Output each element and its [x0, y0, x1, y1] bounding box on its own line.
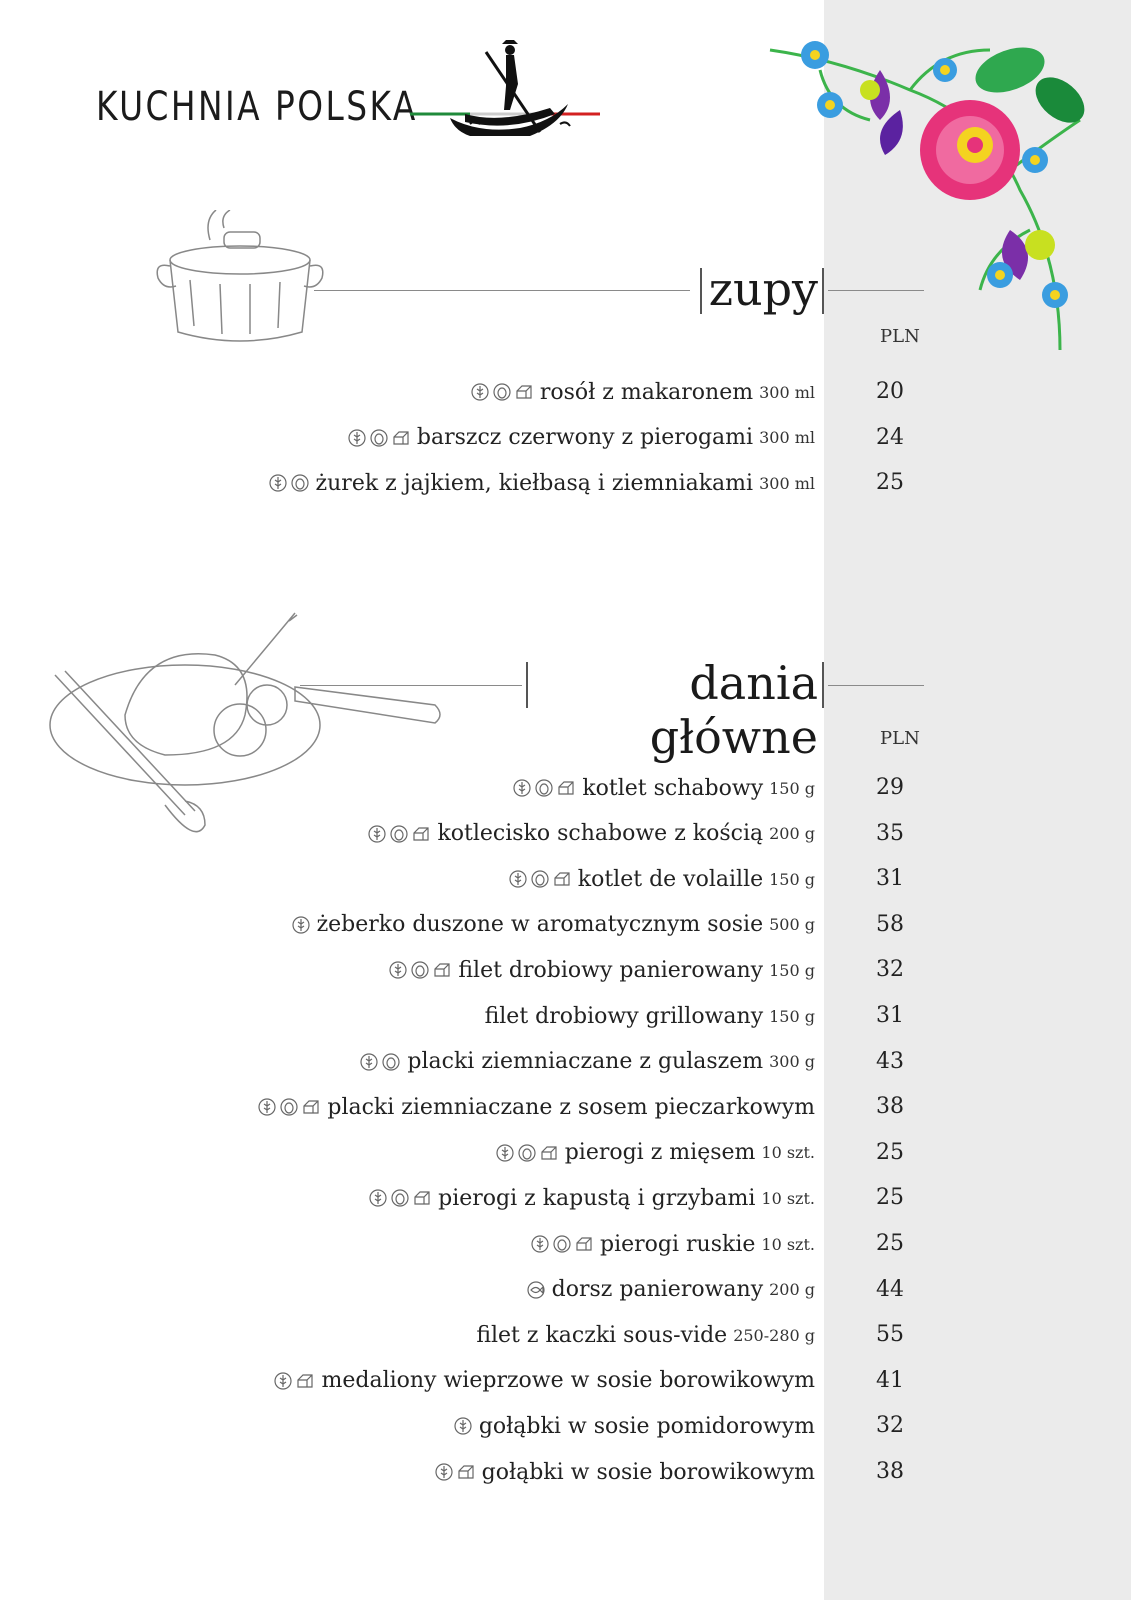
- gluten-icon: [359, 1052, 379, 1072]
- dish-price: 25: [876, 470, 904, 495]
- menu-item-row: [0, 374, 1131, 410]
- allergen-icons: [368, 1188, 432, 1208]
- gluten-icon: [257, 1097, 277, 1117]
- floral-ornament: [760, 30, 1100, 370]
- gluten-icon: [368, 1188, 388, 1208]
- gluten-icon: [470, 382, 490, 402]
- dish-price: 25: [876, 1231, 904, 1256]
- allergen-icons: [359, 1052, 401, 1072]
- allergen-icons: [268, 473, 310, 493]
- dish-portion: 10 szt.: [761, 1143, 815, 1163]
- dairy-icon: [574, 1234, 594, 1254]
- dish-portion: 500 g: [769, 915, 815, 935]
- dish-price: 41: [876, 1367, 904, 1393]
- dish-name: placki ziemniaczane z sosem pieczarkowym: [327, 1094, 815, 1120]
- dish-portion: 300 ml: [759, 428, 815, 447]
- egg-icon: [389, 824, 409, 844]
- gluten-icon: [453, 1416, 473, 1436]
- menu-item-row: [0, 1363, 1131, 1399]
- menu-item-row: [0, 1044, 1131, 1080]
- currency-label: PLN: [880, 728, 920, 749]
- gluten-icon: [388, 960, 408, 980]
- dish-price: 58: [876, 911, 904, 937]
- gluten-icon: [268, 473, 288, 493]
- dish-portion: 150 g: [769, 869, 815, 889]
- dish-portion: 300 ml: [759, 382, 815, 402]
- dish-price: 35: [876, 820, 904, 846]
- section-rule-left: [314, 290, 690, 291]
- menu-item-row: [0, 1135, 1131, 1171]
- dish-name: kotlet de volaille: [577, 866, 764, 892]
- dish-name: medaliony wieprzowe w sosie borowikowym: [321, 1368, 815, 1394]
- gluten-icon: [434, 1462, 454, 1482]
- egg-icon: [381, 1052, 401, 1072]
- dish-name: filet z kaczki sous-vide: [476, 1322, 728, 1348]
- gluten-icon: [530, 1234, 550, 1254]
- dish-portion: 150 g: [769, 960, 815, 980]
- allergen-icons: [388, 960, 452, 980]
- dish-price: 44: [876, 1276, 904, 1302]
- allergen-icons: [530, 1234, 594, 1254]
- dairy-icon: [411, 824, 431, 844]
- dish-name: gołąbki w sosie pomidorowym: [478, 1413, 815, 1439]
- dish-price: 25: [876, 1185, 904, 1211]
- egg-icon: [369, 428, 389, 448]
- dish-name: barszcz czerwony z pierogami: [416, 425, 754, 450]
- dish-portion: 300 ml: [759, 473, 815, 493]
- brand-title: KUCHNIA POLSKA: [96, 84, 418, 130]
- allergen-icons: [453, 1416, 473, 1436]
- dish-name: placki ziemniaczane z gulaszem: [407, 1049, 764, 1075]
- allergen-icons: [257, 1097, 321, 1117]
- egg-icon: [492, 382, 512, 402]
- gluten-icon: [367, 824, 387, 844]
- dish-price: 31: [876, 1003, 904, 1028]
- dish-name: filet drobiowy grillowany: [484, 1003, 764, 1029]
- currency-label: PLN: [880, 326, 920, 347]
- dish-name: dorsz panierowany: [551, 1277, 764, 1303]
- allergen-icons: [470, 382, 534, 402]
- section-bar: [822, 662, 824, 708]
- dish-price: 55: [876, 1322, 904, 1348]
- dish-portion: 300 g: [769, 1052, 815, 1072]
- menu-item-row: [0, 1226, 1131, 1262]
- dish-portion: 250-280 g: [733, 1325, 815, 1345]
- dairy-icon: [391, 428, 411, 448]
- egg-icon: [279, 1097, 299, 1117]
- dish-name: żurek z jajkiem, kiełbasą i ziemniakami: [315, 470, 754, 496]
- gluten-icon: [512, 778, 532, 798]
- dairy-icon: [456, 1462, 476, 1482]
- menu-item-row: [0, 861, 1131, 897]
- dairy-icon: [412, 1188, 432, 1208]
- dish-name: pierogi z kapustą i grzybami: [438, 1185, 756, 1211]
- dish-name: kotlecisko schabowe z kością: [437, 821, 764, 847]
- gluten-icon: [273, 1371, 293, 1391]
- section-rule-right: [828, 685, 924, 686]
- gluten-icon: [291, 915, 311, 935]
- dairy-icon: [514, 382, 534, 402]
- menu-item-row: [0, 816, 1131, 852]
- dish-name: filet drobiowy panierowany: [458, 957, 764, 983]
- dish-portion: 150 g: [769, 1006, 815, 1026]
- dish-name: rosół z makaronem: [539, 379, 754, 405]
- allergen-icons: [508, 869, 572, 889]
- dish-name: pierogi ruskie: [600, 1231, 756, 1257]
- gluten-icon: [495, 1143, 515, 1163]
- dairy-icon: [539, 1143, 559, 1163]
- dish-price: 32: [876, 957, 904, 983]
- menu-item-row: [0, 770, 1131, 806]
- allergen-icons: [367, 824, 431, 844]
- menu-item-row: [0, 1317, 1131, 1353]
- dish-price: 29: [876, 775, 904, 800]
- dairy-icon: [432, 960, 452, 980]
- allergen-icons: [434, 1462, 476, 1482]
- menu-item-row: [0, 952, 1131, 988]
- section-bar: [822, 268, 824, 314]
- allergen-icons: [526, 1280, 546, 1300]
- section-rule-left: [300, 685, 522, 686]
- allergen-icons: [273, 1371, 315, 1391]
- dish-price: 38: [876, 1459, 904, 1484]
- dish-price: 38: [876, 1094, 904, 1120]
- dish-price: 25: [876, 1139, 904, 1165]
- egg-icon: [517, 1143, 537, 1163]
- menu-item-row: [0, 998, 1131, 1034]
- menu-item-row: [0, 1454, 1131, 1490]
- section-title-dania-glowne: dania główne: [649, 656, 818, 764]
- dish-portion: 10 szt.: [761, 1234, 815, 1254]
- menu-item-row: [0, 1089, 1131, 1125]
- egg-icon: [290, 473, 310, 493]
- allergen-icons: [291, 915, 311, 935]
- soup-pot-illustration: [150, 210, 330, 360]
- menu-item-row: [0, 1272, 1131, 1308]
- egg-icon: [530, 869, 550, 889]
- egg-icon: [390, 1188, 410, 1208]
- menu-item-row: [0, 1408, 1131, 1444]
- dish-portion: 200 g: [769, 1280, 815, 1300]
- menu-item-row: [0, 907, 1131, 943]
- dairy-icon: [301, 1097, 321, 1117]
- dish-price: 32: [876, 1413, 904, 1439]
- dish-portion: 200 g: [769, 824, 815, 844]
- section-rule-right: [828, 290, 924, 291]
- dairy-icon: [556, 778, 576, 798]
- menu-item-row: [0, 420, 1131, 456]
- menu-item-row: [0, 465, 1131, 501]
- dish-portion: 150 g: [769, 778, 815, 798]
- dairy-icon: [295, 1371, 315, 1391]
- allergen-icons: [512, 778, 576, 798]
- dish-price: 31: [876, 866, 904, 892]
- gluten-icon: [508, 869, 528, 889]
- dish-name: gołąbki w sosie borowikowym: [481, 1459, 815, 1485]
- dish-name: kotlet schabowy: [582, 775, 764, 801]
- gluten-icon: [347, 428, 367, 448]
- dish-portion: 10 szt.: [761, 1188, 815, 1208]
- dish-name: pierogi z mięsem: [564, 1140, 756, 1166]
- gondolier-logo: [410, 36, 600, 136]
- egg-icon: [534, 778, 554, 798]
- dish-price: 24: [876, 424, 904, 450]
- menu-item-row: [0, 1180, 1131, 1216]
- fish-icon: [526, 1280, 546, 1300]
- egg-icon: [552, 1234, 572, 1254]
- dish-price: 20: [876, 379, 904, 404]
- egg-icon: [410, 960, 430, 980]
- dairy-icon: [552, 869, 572, 889]
- section-title-zupy: zupy: [708, 262, 818, 316]
- allergen-icons: [347, 428, 411, 448]
- dish-name: żeberko duszone w aromatycznym sosie: [316, 912, 764, 938]
- dish-price: 43: [876, 1048, 904, 1074]
- allergen-icons: [495, 1143, 559, 1163]
